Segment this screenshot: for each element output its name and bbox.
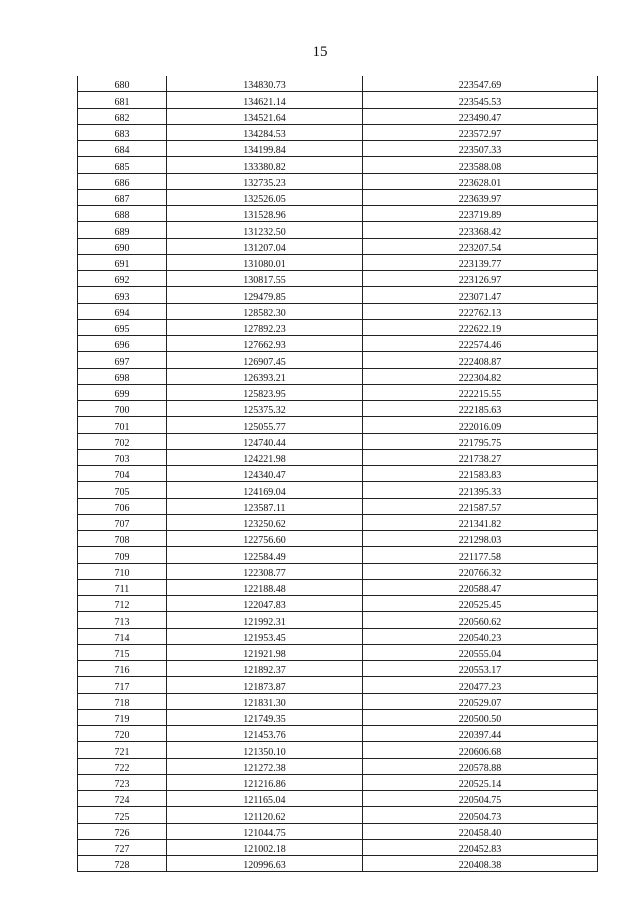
y-coordinate-cell: 220408.38: [363, 856, 598, 872]
y-coordinate-cell: 222622.19: [363, 319, 598, 335]
y-coordinate-cell: 223545.53: [363, 92, 598, 108]
point-number-cell: 721: [78, 742, 167, 758]
table-row: [78, 531, 598, 547]
x-coordinate-cell: 121350.10: [167, 742, 363, 758]
y-coordinate-cell: 220452.83: [363, 839, 598, 855]
x-coordinate-cell: 121749.35: [167, 709, 363, 725]
x-coordinate-cell: 134621.14: [167, 92, 363, 108]
x-coordinate-cell: 134830.73: [167, 76, 363, 92]
x-coordinate-cell: 125055.77: [167, 417, 363, 433]
point-number-cell: 718: [78, 693, 167, 709]
x-coordinate-cell: 128582.30: [167, 303, 363, 319]
y-coordinate-cell: 220525.14: [363, 774, 598, 790]
table-row: [78, 401, 598, 417]
point-number-cell: 690: [78, 238, 167, 254]
point-number-cell: 688: [78, 206, 167, 222]
x-coordinate-cell: 124221.98: [167, 449, 363, 465]
y-coordinate-cell: 222574.46: [363, 336, 598, 352]
point-number-cell: 680: [78, 76, 167, 92]
y-coordinate-cell: 220477.23: [363, 677, 598, 693]
point-number-cell: 697: [78, 352, 167, 368]
table-row: [78, 644, 598, 660]
table-row: [78, 791, 598, 807]
y-coordinate-cell: 223588.08: [363, 157, 598, 173]
y-coordinate-cell: 222016.09: [363, 417, 598, 433]
x-coordinate-cell: 124340.47: [167, 466, 363, 482]
x-coordinate-cell: 132735.23: [167, 173, 363, 189]
x-coordinate-cell: 122308.77: [167, 563, 363, 579]
point-number-cell: 714: [78, 628, 167, 644]
table-row: [78, 417, 598, 433]
table-row: [78, 807, 598, 823]
point-number-cell: 707: [78, 514, 167, 530]
x-coordinate-cell: 121002.18: [167, 839, 363, 855]
x-coordinate-cell: 129479.85: [167, 287, 363, 303]
y-coordinate-cell: 222185.63: [363, 401, 598, 417]
y-coordinate-cell: 222408.87: [363, 352, 598, 368]
y-coordinate-cell: 220555.04: [363, 644, 598, 660]
y-coordinate-cell: 222215.55: [363, 384, 598, 400]
y-coordinate-cell: 223139.77: [363, 254, 598, 270]
x-coordinate-cell: 123250.62: [167, 514, 363, 530]
x-coordinate-cell: 120996.63: [167, 856, 363, 872]
y-coordinate-cell: 220766.32: [363, 563, 598, 579]
table-row: [78, 856, 598, 872]
x-coordinate-cell: 121216.86: [167, 774, 363, 790]
point-number-cell: 703: [78, 449, 167, 465]
point-number-cell: 708: [78, 531, 167, 547]
table-row: [78, 579, 598, 595]
y-coordinate-cell: 223126.97: [363, 271, 598, 287]
y-coordinate-cell: 221583.83: [363, 466, 598, 482]
x-coordinate-cell: 131232.50: [167, 222, 363, 238]
point-number-cell: 685: [78, 157, 167, 173]
table-row: [78, 774, 598, 790]
table-row: [78, 141, 598, 157]
table-row: [78, 433, 598, 449]
point-number-cell: 686: [78, 173, 167, 189]
point-number-cell: 704: [78, 466, 167, 482]
x-coordinate-cell: 134521.64: [167, 108, 363, 124]
point-number-cell: 682: [78, 108, 167, 124]
table-row: [78, 628, 598, 644]
x-coordinate-cell: 132526.05: [167, 189, 363, 205]
y-coordinate-cell: 223719.89: [363, 206, 598, 222]
y-coordinate-cell: 223547.69: [363, 76, 598, 92]
table-row: [78, 319, 598, 335]
y-coordinate-cell: 221177.58: [363, 547, 598, 563]
table-row: [78, 547, 598, 563]
x-coordinate-cell: 122584.49: [167, 547, 363, 563]
table-row: [78, 823, 598, 839]
table-row: [78, 466, 598, 482]
point-number-cell: 701: [78, 417, 167, 433]
point-number-cell: 702: [78, 433, 167, 449]
table-row: [78, 693, 598, 709]
y-coordinate-cell: 221795.75: [363, 433, 598, 449]
x-coordinate-cell: 121892.37: [167, 661, 363, 677]
table-row: [78, 677, 598, 693]
x-coordinate-cell: 125375.32: [167, 401, 363, 417]
x-coordinate-cell: 121873.87: [167, 677, 363, 693]
point-number-cell: 709: [78, 547, 167, 563]
table-row: [78, 661, 598, 677]
point-number-cell: 712: [78, 596, 167, 612]
table-row: [78, 726, 598, 742]
y-coordinate-cell: 221395.33: [363, 482, 598, 498]
x-coordinate-cell: 134199.84: [167, 141, 363, 157]
table-row: [78, 482, 598, 498]
table-row: [78, 758, 598, 774]
table-row: [78, 287, 598, 303]
point-number-cell: 681: [78, 92, 167, 108]
table-row: [78, 173, 598, 189]
x-coordinate-cell: 131528.96: [167, 206, 363, 222]
point-number-cell: 698: [78, 368, 167, 384]
table-row: [78, 498, 598, 514]
x-coordinate-cell: 133380.82: [167, 157, 363, 173]
point-number-cell: 695: [78, 319, 167, 335]
point-number-cell: 699: [78, 384, 167, 400]
table-row: [78, 206, 598, 222]
y-coordinate-cell: 220397.44: [363, 726, 598, 742]
point-number-cell: 689: [78, 222, 167, 238]
point-number-cell: 706: [78, 498, 167, 514]
point-number-cell: 692: [78, 271, 167, 287]
table-row: [78, 271, 598, 287]
y-coordinate-cell: 223490.47: [363, 108, 598, 124]
point-number-cell: 710: [78, 563, 167, 579]
table-row: [78, 303, 598, 319]
y-coordinate-cell: 222304.82: [363, 368, 598, 384]
table-row: [78, 238, 598, 254]
point-number-cell: 696: [78, 336, 167, 352]
y-coordinate-cell: 220504.73: [363, 807, 598, 823]
y-coordinate-cell: 220504.75: [363, 791, 598, 807]
y-coordinate-cell: 223071.47: [363, 287, 598, 303]
table-row: [78, 384, 598, 400]
point-number-cell: 719: [78, 709, 167, 725]
table-row: [78, 449, 598, 465]
point-number-cell: 725: [78, 807, 167, 823]
coordinates-table-body: [78, 76, 598, 872]
point-number-cell: 720: [78, 726, 167, 742]
y-coordinate-cell: 221587.57: [363, 498, 598, 514]
y-coordinate-cell: 221341.82: [363, 514, 598, 530]
x-coordinate-cell: 131207.04: [167, 238, 363, 254]
y-coordinate-cell: 221738.27: [363, 449, 598, 465]
point-number-cell: 694: [78, 303, 167, 319]
y-coordinate-cell: 220588.47: [363, 579, 598, 595]
point-number-cell: 683: [78, 124, 167, 140]
x-coordinate-cell: 130817.55: [167, 271, 363, 287]
point-number-cell: 687: [78, 189, 167, 205]
table-row: [78, 108, 598, 124]
y-coordinate-cell: 220500.50: [363, 709, 598, 725]
x-coordinate-cell: 121120.62: [167, 807, 363, 823]
x-coordinate-cell: 121272.38: [167, 758, 363, 774]
coordinates-table: [77, 76, 598, 872]
page-number: 15: [312, 44, 328, 60]
table-row: [78, 839, 598, 855]
x-coordinate-cell: 121831.30: [167, 693, 363, 709]
table-row: [78, 709, 598, 725]
y-coordinate-cell: 220553.17: [363, 661, 598, 677]
point-number-cell: 700: [78, 401, 167, 417]
table-row: [78, 157, 598, 173]
y-coordinate-cell: 223207.54: [363, 238, 598, 254]
point-number-cell: 711: [78, 579, 167, 595]
point-number-cell: 717: [78, 677, 167, 693]
y-coordinate-cell: 223628.01: [363, 173, 598, 189]
x-coordinate-cell: 121921.98: [167, 644, 363, 660]
y-coordinate-cell: 223572.97: [363, 124, 598, 140]
table-row: [78, 76, 598, 92]
y-coordinate-cell: 223368.42: [363, 222, 598, 238]
point-number-cell: 684: [78, 141, 167, 157]
point-number-cell: 728: [78, 856, 167, 872]
x-coordinate-cell: 121992.31: [167, 612, 363, 628]
x-coordinate-cell: 123587.11: [167, 498, 363, 514]
x-coordinate-cell: 122188.48: [167, 579, 363, 595]
table-row: [78, 336, 598, 352]
table-row: [78, 189, 598, 205]
x-coordinate-cell: 134284.53: [167, 124, 363, 140]
x-coordinate-cell: 124740.44: [167, 433, 363, 449]
x-coordinate-cell: 122756.60: [167, 531, 363, 547]
y-coordinate-cell: 220578.88: [363, 758, 598, 774]
table-row: [78, 514, 598, 530]
y-coordinate-cell: 220606.68: [363, 742, 598, 758]
x-coordinate-cell: 131080.01: [167, 254, 363, 270]
table-row: [78, 124, 598, 140]
y-coordinate-cell: 220560.62: [363, 612, 598, 628]
table-row: [78, 563, 598, 579]
table-row: [78, 742, 598, 758]
point-number-cell: 716: [78, 661, 167, 677]
table-row: [78, 92, 598, 108]
x-coordinate-cell: 126393.21: [167, 368, 363, 384]
x-coordinate-cell: 121953.45: [167, 628, 363, 644]
point-number-cell: 705: [78, 482, 167, 498]
y-coordinate-cell: 222762.13: [363, 303, 598, 319]
point-number-cell: 691: [78, 254, 167, 270]
y-coordinate-cell: 220458.40: [363, 823, 598, 839]
table-row: [78, 596, 598, 612]
x-coordinate-cell: 124169.04: [167, 482, 363, 498]
x-coordinate-cell: 121453.76: [167, 726, 363, 742]
x-coordinate-cell: 127662.93: [167, 336, 363, 352]
point-number-cell: 727: [78, 839, 167, 855]
point-number-cell: 723: [78, 774, 167, 790]
x-coordinate-cell: 122047.83: [167, 596, 363, 612]
y-coordinate-cell: 223507.33: [363, 141, 598, 157]
table-row: [78, 352, 598, 368]
x-coordinate-cell: 127892.23: [167, 319, 363, 335]
point-number-cell: 726: [78, 823, 167, 839]
y-coordinate-cell: 221298.03: [363, 531, 598, 547]
point-number-cell: 722: [78, 758, 167, 774]
y-coordinate-cell: 220525.45: [363, 596, 598, 612]
x-coordinate-cell: 125823.95: [167, 384, 363, 400]
x-coordinate-cell: 126907.45: [167, 352, 363, 368]
table-row: [78, 222, 598, 238]
table-row: [78, 612, 598, 628]
point-number-cell: 693: [78, 287, 167, 303]
y-coordinate-cell: 220529.07: [363, 693, 598, 709]
point-number-cell: 715: [78, 644, 167, 660]
x-coordinate-cell: 121044.75: [167, 823, 363, 839]
table-row: [78, 254, 598, 270]
y-coordinate-cell: 223639.97: [363, 189, 598, 205]
y-coordinate-cell: 220540.23: [363, 628, 598, 644]
x-coordinate-cell: 121165.04: [167, 791, 363, 807]
table-row: [78, 368, 598, 384]
point-number-cell: 724: [78, 791, 167, 807]
point-number-cell: 713: [78, 612, 167, 628]
